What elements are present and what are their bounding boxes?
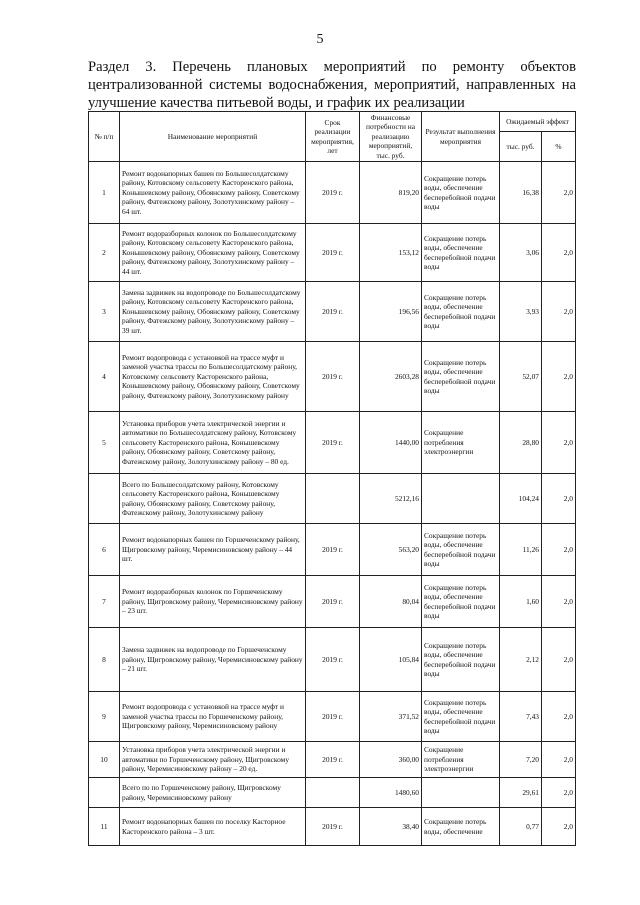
cell-result: Сокращение потерь воды, обеспечение бесперебойной подачи воды	[422, 224, 500, 282]
cell-name: Всего по по Горшеченскому району, Щигровскому району, Черемисиновскому району	[120, 778, 306, 808]
cell-result: Сокращение потребления электроэнергии	[422, 742, 500, 778]
cell-cost: 80,04	[360, 576, 422, 628]
cell-effect: 0,77	[500, 808, 542, 846]
cell-cost: 371,52	[360, 692, 422, 742]
cell-period: 2019 г.	[306, 576, 360, 628]
cell-effect-pct: 2,0	[542, 778, 576, 808]
cell-cost: 2603,28	[360, 342, 422, 412]
header-effect-pct: %	[542, 132, 576, 162]
cell-num: 8	[89, 628, 120, 692]
cell-cost: 819,20	[360, 162, 422, 224]
cell-cost: 5212,16	[360, 474, 422, 524]
cell-name: Ремонт водопровода с установкой на трассе муфт и заменой участка трассы по Горшеченскому району, Щигровскому району, Черемисиновскому району	[120, 692, 306, 742]
cell-name: Ремонт водопровода с установкой на трассе муфт и заменой участка трассы по Большесолдатскому району, Котовскому сельсовету Касторенского района, Конышевскому району, Обоянскому району, Советскому району, Фатежскому району, Золотухинскому району	[120, 342, 306, 412]
cell-period: 2019 г.	[306, 342, 360, 412]
cell-result: Сокращение потерь воды, обеспечение бесперебойной подачи воды	[422, 576, 500, 628]
cell-cost: 1480,60	[360, 778, 422, 808]
cell-effect: 1,60	[500, 576, 542, 628]
cell-period	[306, 474, 360, 524]
cell-result: Сокращение потерь воды, обеспечение	[422, 808, 500, 846]
cell-name: Замена задвижек на водопроводе по Большесолдатскому району, Котовскому сельсовету Касторенского района, Конышевскому району, Обоянскому району, Советскому району, Фатежскому району, Золотухинскому району – 39 шт.	[120, 282, 306, 342]
table-row	[89, 576, 576, 628]
cell-name: Установка приборов учета электрической энергии и автоматики по Горшеченскому району, Щигровскому району, Черемисиновскому району – 20 ед.	[120, 742, 306, 778]
cell-period: 2019 г.	[306, 692, 360, 742]
cell-cost: 360,00	[360, 742, 422, 778]
cell-effect-pct: 2,0	[542, 474, 576, 524]
cell-num: 5	[89, 412, 120, 474]
table-body	[89, 162, 576, 846]
cell-num: 11	[89, 808, 120, 846]
table-row	[89, 342, 576, 412]
cell-effect-pct: 2,0	[542, 742, 576, 778]
cell-result	[422, 474, 500, 524]
cell-effect: 16,38	[500, 162, 542, 224]
cell-cost: 38,40	[360, 808, 422, 846]
cell-period	[306, 778, 360, 808]
cell-name: Ремонт водонапорных башен по Горшеченскому району, Щигровскому району, Черемисиновскому району – 44 шт.	[120, 524, 306, 576]
cell-cost: 105,84	[360, 628, 422, 692]
header-period: Срок реализации мероприятия, лет	[306, 112, 360, 162]
cell-num: 10	[89, 742, 120, 778]
cell-effect: 52,07	[500, 342, 542, 412]
cell-period: 2019 г.	[306, 742, 360, 778]
cell-period: 2019 г.	[306, 808, 360, 846]
header-result: Результат выполнения мероприятия	[422, 112, 500, 162]
cell-effect-pct: 2,0	[542, 224, 576, 282]
cell-num: 3	[89, 282, 120, 342]
cell-period: 2019 г.	[306, 224, 360, 282]
header-effect-unit: тыс. руб.	[500, 132, 542, 162]
cell-num: 6	[89, 524, 120, 576]
cell-name: Ремонт водонапорных башен по Большесолдатскому району, Котовскому сельсовету Касторенского района, Конышевскому району, Обоянскому району, Советскому району, Фатежскому району, Золотухинскому району – 64 шт.	[120, 162, 306, 224]
cell-result: Сокращение потерь воды, обеспечение бесперебойной подачи воды	[422, 628, 500, 692]
header-cost: Финансовые потребности на реализацию мероприятий, тыс. руб.	[360, 112, 422, 162]
header-effect: Ожидаемый эффект	[500, 112, 576, 132]
cell-result: Сокращение потерь воды, обеспечение бесперебойной подачи воды	[422, 282, 500, 342]
cell-result: Сокращение потребления электроэнергии	[422, 412, 500, 474]
cell-result: Сокращение потерь воды, обеспечение бесперебойной подачи воды	[422, 692, 500, 742]
header-num: № п/п	[89, 112, 120, 162]
cell-effect: 3,93	[500, 282, 542, 342]
cell-result: Сокращение потерь воды, обеспечение бесперебойной подачи воды	[422, 524, 500, 576]
cell-num: 9	[89, 692, 120, 742]
cell-period: 2019 г.	[306, 628, 360, 692]
table-row	[89, 224, 576, 282]
cell-num: 4	[89, 342, 120, 412]
cell-effect: 29,61	[500, 778, 542, 808]
cell-result: Сокращение потерь воды, обеспечение бесперебойной подачи воды	[422, 342, 500, 412]
cell-name: Ремонт водоразборных колонок по Горшеченскому району, Щигровскому району, Черемисиновскому району – 23 шт.	[120, 576, 306, 628]
cell-num	[89, 474, 120, 524]
cell-result: Сокращение потерь воды, обеспечение бесперебойной подачи воды	[422, 162, 500, 224]
cell-num: 1	[89, 162, 120, 224]
cell-period: 2019 г.	[306, 282, 360, 342]
cell-cost: 153,12	[360, 224, 422, 282]
cell-effect: 7,20	[500, 742, 542, 778]
cell-num: 2	[89, 224, 120, 282]
cell-effect: 11,26	[500, 524, 542, 576]
table-row	[89, 524, 576, 576]
cell-name: Ремонт водоразборных колонок по Большесолдатскому району, Котовскому сельсовету Касторенского района, Конышевскому району, Обоянскому району, Советскому району, Фатежскому району, Золотухинскому району – 44 шт.	[120, 224, 306, 282]
cell-name: Всего по Большесолдатскому району, Котовскому сельсовету Касторенского района, Конышевскому району, Обоянскому району, Советскому району, Фатежскому району, Золотухинскому району	[120, 474, 306, 524]
cell-num: 7	[89, 576, 120, 628]
table-row	[89, 474, 576, 524]
cell-effect-pct: 2,0	[542, 576, 576, 628]
table-row	[89, 692, 576, 742]
cell-period: 2019 г.	[306, 524, 360, 576]
table-row	[89, 628, 576, 692]
cell-name: Ремонт водонапорных башен по поселку Касторное Касторенского района – 3 шт.	[120, 808, 306, 846]
table-row	[89, 162, 576, 224]
table-row	[89, 282, 576, 342]
cell-effect: 28,80	[500, 412, 542, 474]
cell-effect-pct: 2,0	[542, 808, 576, 846]
cell-effect: 104,24	[500, 474, 542, 524]
table-row	[89, 742, 576, 778]
cell-effect-pct: 2,0	[542, 412, 576, 474]
section-heading: Раздел 3. Перечень плановых мероприятий по ремонту объектов централизованной системы водоснабжения, мероприятий, направленных на улучшение качества питьевой воды, и график их реализации	[88, 59, 576, 111]
cell-effect-pct: 2,0	[542, 342, 576, 412]
table-row	[89, 778, 576, 808]
cell-effect: 2,12	[500, 628, 542, 692]
cell-name: Установка приборов учета электрической энергии и автоматики по Большесолдатскому району, Котовскому сельсовету Касторенского района, Конышевскому району, Обоянскому району, Советскому району, Фатежскому району, Золотухинскому району – 80 ед.	[120, 412, 306, 474]
cell-effect-pct: 2,0	[542, 628, 576, 692]
page-number: 5	[316, 32, 324, 47]
cell-cost: 563,20	[360, 524, 422, 576]
header-name: Наименование мероприятий	[120, 112, 306, 162]
table-row	[89, 412, 576, 474]
cell-num	[89, 778, 120, 808]
cell-effect-pct: 2,0	[542, 524, 576, 576]
measures-table	[88, 111, 576, 846]
cell-result	[422, 778, 500, 808]
cell-cost: 196,56	[360, 282, 422, 342]
cell-period: 2019 г.	[306, 162, 360, 224]
cell-effect: 7,43	[500, 692, 542, 742]
cell-effect-pct: 2,0	[542, 162, 576, 224]
cell-effect-pct: 2,0	[542, 692, 576, 742]
cell-name: Замена задвижек на водопроводе по Горшеченскому району, Щигровскому району, Черемисиновскому району – 21 шт.	[120, 628, 306, 692]
cell-effect-pct: 2,0	[542, 282, 576, 342]
table-row	[89, 808, 576, 846]
cell-period: 2019 г.	[306, 412, 360, 474]
cell-cost: 1440,00	[360, 412, 422, 474]
cell-effect: 3,06	[500, 224, 542, 282]
